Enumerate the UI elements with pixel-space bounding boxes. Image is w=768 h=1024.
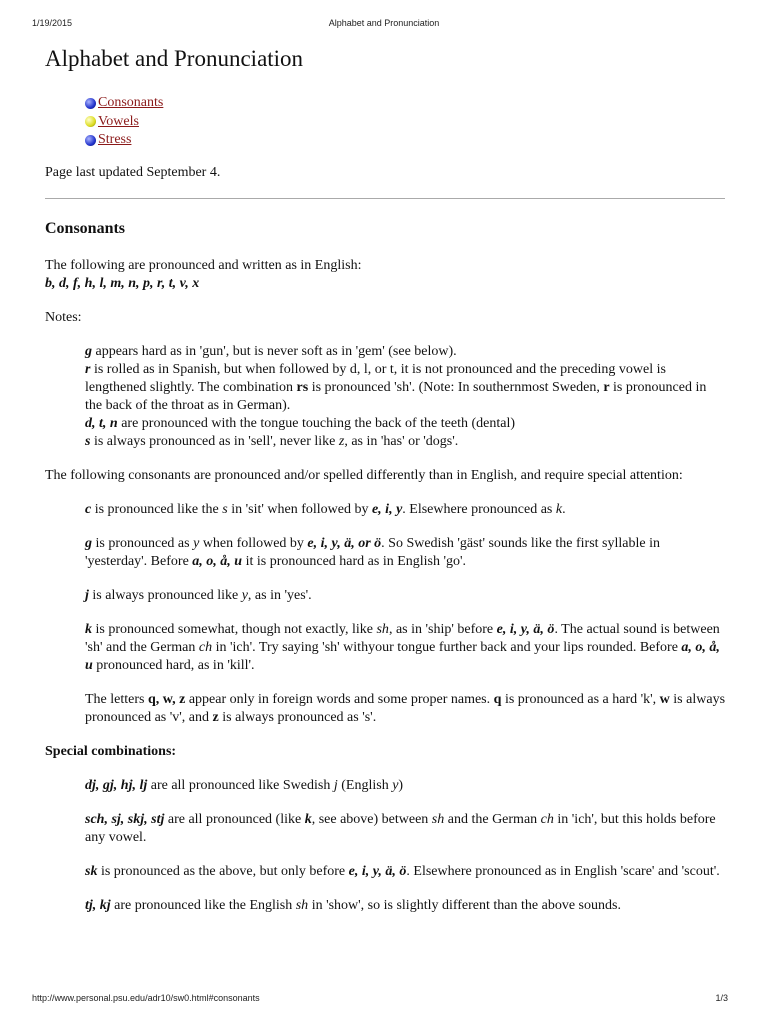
- letter-z: z: [212, 709, 219, 725]
- entry-text: appear only in foreign words and some proper names.: [185, 691, 494, 707]
- entry-sch: [45, 811, 725, 847]
- note-r: [85, 361, 725, 415]
- toc-item-stress: [85, 131, 725, 150]
- entry-tj: [45, 897, 725, 915]
- letters-ch: ch: [540, 811, 554, 827]
- letter-y: y: [241, 587, 248, 603]
- vowels: a, o, å, u: [192, 553, 243, 569]
- entry-text: and the German: [444, 811, 541, 827]
- entry-text: it is pronounced hard as in English 'go'.: [242, 553, 467, 569]
- entry-text: , as in 'yes'.: [247, 587, 312, 603]
- blue-ball-icon: [85, 98, 96, 109]
- entry-text: in 'ich'. Try saying 'sh' withyour tongue further back and your lips rounded. Before: [212, 639, 682, 655]
- letters-ch: ch: [198, 639, 213, 655]
- entry-text: are all pronounced like Swedish: [147, 777, 334, 793]
- letter-r: r: [603, 379, 610, 395]
- entry-j: [45, 587, 725, 605]
- letter-s: s: [85, 433, 91, 449]
- toc-link-stress[interactable]: Stress: [98, 132, 132, 148]
- special-heading: Special combinations:: [45, 743, 177, 759]
- letter-z: z: [338, 433, 345, 449]
- entry-c: [45, 501, 725, 519]
- entry-text: in 'show', so is slightly different than the above sounds.: [308, 897, 621, 913]
- entry-text: is pronounced as: [92, 535, 194, 551]
- last-updated: Page last updated September 4.: [45, 164, 221, 180]
- toc-link-consonants[interactable]: Consonants: [98, 95, 164, 111]
- note-g: [85, 343, 725, 361]
- print-page-number: 1/3: [715, 993, 728, 1003]
- entry-text: are pronounced like the English: [110, 897, 296, 913]
- page-title: Alphabet and Pronunciation: [45, 46, 304, 71]
- print-date: 1/19/2015: [32, 18, 73, 28]
- entry-text: , see above) between: [311, 811, 432, 827]
- table-of-contents: [45, 94, 725, 150]
- letter-q: q: [493, 691, 502, 707]
- letter-j: j: [333, 777, 338, 793]
- note-text: appears hard as in 'gun', but is never soft as in 'gem' (see below).: [92, 343, 457, 359]
- letters-sh: sh: [376, 621, 389, 637]
- entry-text: . The actual sound is between 'sh' and the German: [85, 621, 720, 655]
- entry-text: . Elsewhere pronounced as: [402, 501, 556, 517]
- toc-item-consonants: [85, 94, 725, 113]
- letter-k: k: [304, 811, 312, 827]
- note-text: is rolled as in Spanish, but when followed by d, l, or t, it is not pronounced and the preceding vowel is lengthened slightly. The combination: [85, 361, 666, 395]
- entry-dj: [45, 777, 725, 795]
- vowels: e, i, y, ä, ö: [496, 621, 555, 637]
- letter-j: j: [85, 587, 89, 603]
- notes-list: [45, 343, 725, 451]
- entry-text: is pronounced as the above, but only before: [97, 863, 349, 879]
- note-text: is always pronounced as in 'sell', never like: [90, 433, 339, 449]
- note-text: , as in 'has' or 'dogs'.: [344, 433, 459, 449]
- page-content: [45, 44, 725, 915]
- entry-text: when followed by: [199, 535, 308, 551]
- vowels: e, i, y, ä, ö: [348, 863, 407, 879]
- letter-r: r: [85, 361, 91, 377]
- entry-text: is pronounced somewhat, though not exactly, like: [92, 621, 377, 637]
- entry-text: is pronounced like the: [91, 501, 223, 517]
- entry-sk: [45, 863, 725, 881]
- note-dtn: [85, 415, 725, 433]
- entry-text: is always pronounced as 'v', and: [85, 691, 726, 725]
- yellow-ball-icon: [85, 116, 96, 127]
- entry-text: . So Swedish 'gäst' sounds like the first syllable in 'yesterday'. Before: [85, 535, 660, 569]
- entry-text: are all pronounced (like: [164, 811, 305, 827]
- entry-text: is pronounced as a hard 'k',: [501, 691, 660, 707]
- entry-text: is always pronounced as 's'.: [218, 709, 377, 725]
- notes-label: Notes:: [45, 309, 82, 325]
- letter-y: y: [392, 777, 399, 793]
- letter-g: g: [85, 535, 92, 551]
- entry-text: The letters: [85, 691, 148, 707]
- letters-sh: sh: [295, 897, 309, 913]
- toc-item-vowels: [85, 113, 725, 132]
- letters-sh: sh: [431, 811, 445, 827]
- letter-g: g: [85, 343, 92, 359]
- entry-text: pronounced hard, as in 'kill'.: [92, 657, 255, 673]
- entry-text: is always pronounced like: [88, 587, 242, 603]
- entry-text: . Elsewhere pronounced as in English 'scare' and 'scout'.: [406, 863, 720, 879]
- entry-text: ): [398, 777, 404, 793]
- entry-qwz: [45, 691, 725, 727]
- letter-s: s: [222, 501, 228, 517]
- entry-text: (English: [337, 777, 393, 793]
- note-s: [85, 433, 725, 451]
- letters-sch: sch, sj, skj, stj: [85, 811, 165, 827]
- entry-k: [45, 621, 725, 675]
- english-letters: b, d, f, h, l, m, n, p, r, t, v, x: [45, 275, 200, 291]
- divider: [45, 198, 725, 199]
- entry-text: in 'sit' when followed by: [227, 501, 372, 517]
- entry-text: .: [562, 501, 566, 517]
- entry-g: [45, 535, 725, 571]
- toc-link-vowels[interactable]: Vowels: [98, 113, 139, 129]
- intro-text: The following are pronounced and written as in English:: [45, 257, 362, 273]
- letters-tj: tj, kj: [85, 897, 111, 913]
- letter-k: k: [85, 621, 92, 637]
- vowels: a, o, å, u: [85, 639, 720, 673]
- vowels: e, i, y: [371, 501, 403, 517]
- letter-k: k: [555, 501, 563, 517]
- note-text: is pronounced in the back of the throat as in German).: [85, 379, 707, 413]
- blue-ball-icon: [85, 135, 96, 146]
- print-title: Alphabet and Pronunciation: [328, 18, 440, 28]
- print-url: http://www.personal.psu.edu/adr10/sw0.html#consonants: [32, 993, 260, 1003]
- letters-qwz: q, w, z: [147, 691, 186, 707]
- letter-w: w: [659, 691, 670, 707]
- vowels: e, i, y, ä, or ö: [307, 535, 382, 551]
- letters-sk: sk: [85, 863, 98, 879]
- note-text: is pronounced 'sh'. (Note: In southernmost Sweden,: [308, 379, 604, 395]
- letters-rs: rs: [296, 379, 309, 395]
- note-text: are pronounced with the tongue touching the back of the teeth (dental): [117, 415, 515, 431]
- consonants-heading: Consonants: [45, 219, 126, 237]
- entry-text: in 'ich', but this holds before any vowel.: [85, 811, 716, 845]
- entry-text: , as in 'ship' before: [388, 621, 497, 637]
- different-intro: The following consonants are pronounced and/or spelled differently than in English, and require special attention:: [45, 467, 683, 483]
- letters-dtn: d, t, n: [85, 415, 118, 431]
- letter-c: c: [85, 501, 92, 517]
- letter-y: y: [193, 535, 200, 551]
- consonants-intro: [45, 257, 725, 293]
- letters-dj: dj, gj, hj, lj: [85, 777, 148, 793]
